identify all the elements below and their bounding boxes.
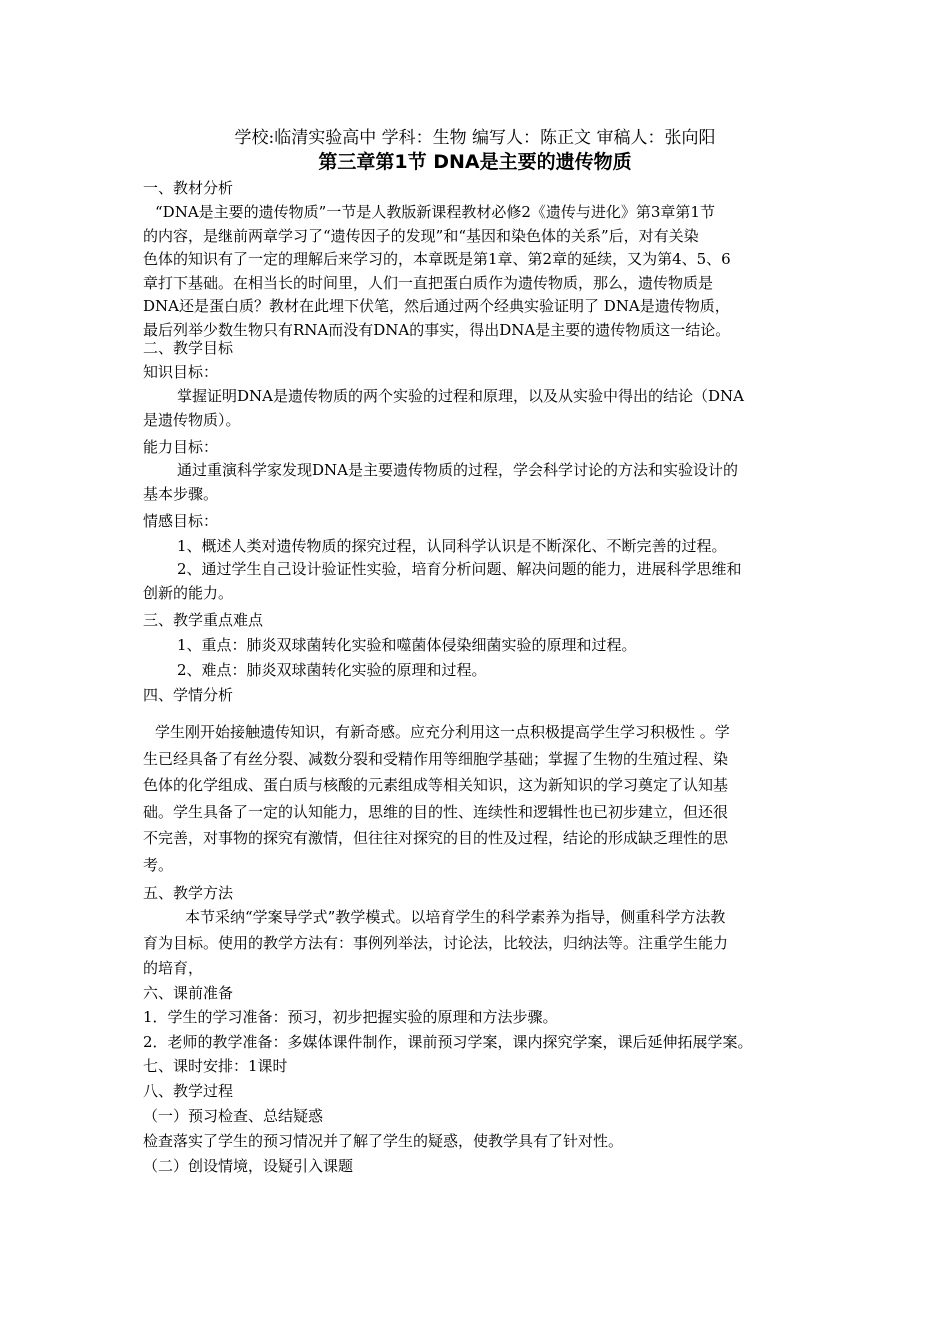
emotion-goal-2-paragraph bbox=[143, 558, 811, 605]
section-heading-teaching-goals: 二、教学目标 bbox=[143, 339, 234, 357]
emotion-goal-1: 1、概述人类对遗传物质的探究过程，认同科学认识是不断深化、不断完善的过程。 bbox=[177, 537, 727, 555]
paragraph-line: 基本步骤。 bbox=[143, 484, 219, 503]
section-heading-preparation: 六、课前准备 bbox=[143, 984, 234, 1002]
knowledge-goal-label: 知识目标： bbox=[143, 363, 219, 381]
paragraph-line: 通过重演科学家发现DNA是主要遗传物质的过程，学会科学讨论的方法和实验设计的 bbox=[177, 461, 738, 479]
section-heading-key-difficult-points: 三、教学重点难点 bbox=[143, 611, 264, 629]
paragraph-line: 考。 bbox=[143, 855, 174, 874]
paragraph-line: 的培育， bbox=[143, 959, 204, 977]
paragraph-line: 色体的知识有了一定的理解后来学习的，本章既是第1章、第2章的延续，又为第4、5、6 bbox=[143, 250, 731, 269]
paragraph-line: 掌握证明DNA是遗传物质的两个实验的过程和原理，以及从实验中得出的结论（DNA bbox=[177, 387, 744, 405]
paragraph-line: 最后列举少数生物只有RNA而没有DNA的事实，得出DNA是主要的遗传物质这一结论。 bbox=[143, 320, 731, 339]
paragraph-line: 生已经具备了有丝分裂、减数分裂和受精作用等细胞学基础；掌握了生物的生殖过程、染 bbox=[143, 749, 729, 768]
paragraph-line: DNA还是蛋白质？教材在此埋下伏笔，然后通过两个经典实验证明了 DNA是遗传物质， bbox=[143, 297, 730, 316]
section-heading-class-hours: 七、课时安排：1课时 bbox=[143, 1057, 288, 1075]
paragraph-line: 色体的化学组成、蛋白质与核酸的元素组成等相关知识，这为新知识的学习奠定了认知基 bbox=[143, 776, 729, 794]
section-heading-student-analysis: 四、学情分析 bbox=[143, 686, 234, 704]
paragraph-line: 育为目标。使用的教学方法有：事例列举法，讨论法，比较法，归纳法等。注重学生能力 bbox=[143, 933, 729, 952]
teaching-method-paragraph bbox=[143, 905, 811, 982]
student-analysis-paragraph bbox=[143, 719, 811, 878]
ability-goal-paragraph bbox=[143, 459, 811, 506]
step-1-text: 检查落实了学生的预习情况并了解了学生的疑惑，使教学具有了针对性。 bbox=[143, 1132, 624, 1150]
section-heading-textbook-analysis: 一、教材分析 bbox=[143, 179, 234, 197]
paragraph-line: 创新的能力。 bbox=[143, 583, 234, 602]
paragraph-line: “DNA是主要的遗传物质”一节是人教版新课程教材必修2《遗传与进化》第3章第1节 bbox=[155, 203, 715, 221]
paragraph-line: 章打下基础。在相当长的时间里，人们一直把蛋白质作为遗传物质，那么，遗传物质是 bbox=[143, 273, 714, 292]
paragraph-line: 是遗传物质）。 bbox=[143, 410, 241, 429]
step-1-heading: （一）预习检查、总结疑惑 bbox=[143, 1107, 324, 1125]
paragraph-line: 不完善，对事物的探究有激情，但往往对探究的目的性及过程，结论的形成缺乏理性的思 bbox=[143, 829, 729, 847]
document-title: 第三章第1节 DNA是主要的遗传物质 bbox=[318, 151, 632, 173]
emotion-goal-label: 情感目标： bbox=[143, 512, 219, 530]
paragraph-line: 2、通过学生自己设计验证性实验，培育分析问题、解决问题的能力，进展科学思维和 bbox=[177, 560, 742, 578]
document-header: 学校:临清实验高中 学科：生物 编写人：陈正文 审稿人：张向阳 bbox=[234, 128, 716, 148]
teacher-preparation: 2．老师的教学准备：多媒体课件制作，课前预习学案，课内探究学案，课后延伸拓展学案。 bbox=[143, 1033, 753, 1051]
ability-goal-label: 能力目标： bbox=[143, 438, 219, 456]
paragraph-line: 本节采纳“学案导学式”教学模式。以培育学生的科学素养为指导，侧重科学方法教 bbox=[185, 908, 726, 926]
key-point: 1、重点：肺炎双球菌转化实验和噬菌体侵染细菌实验的原理和过程。 bbox=[177, 636, 637, 654]
paragraph-line: 的内容，是继前两章学习了“遗传因子的发现”和“基因和染色体的关系”后，对有关染 bbox=[143, 226, 699, 245]
knowledge-goal-paragraph bbox=[143, 385, 811, 432]
difficult-point: 2、难点：肺炎双球菌转化实验的原理和过程。 bbox=[177, 661, 487, 679]
section-heading-teaching-method: 五、教学方法 bbox=[143, 884, 234, 902]
section-heading-teaching-process: 八、教学过程 bbox=[143, 1082, 234, 1100]
step-2-heading: （二）创设情境，设疑引入课题 bbox=[143, 1157, 354, 1175]
student-preparation: 1．学生的学习准备：预习，初步把握实验的原理和方法步骤。 bbox=[143, 1008, 558, 1026]
paragraph-line: 础。学生具备了一定的认知能力，思维的目的性、连续性和逻辑性也已初步建立，但还很 bbox=[143, 802, 729, 821]
textbook-analysis-paragraph bbox=[143, 201, 811, 343]
paragraph-line: 学生刚开始接触遗传知识，有新奇感。应充分利用这一点积极提高学生学习积极性 。学 bbox=[155, 723, 730, 741]
